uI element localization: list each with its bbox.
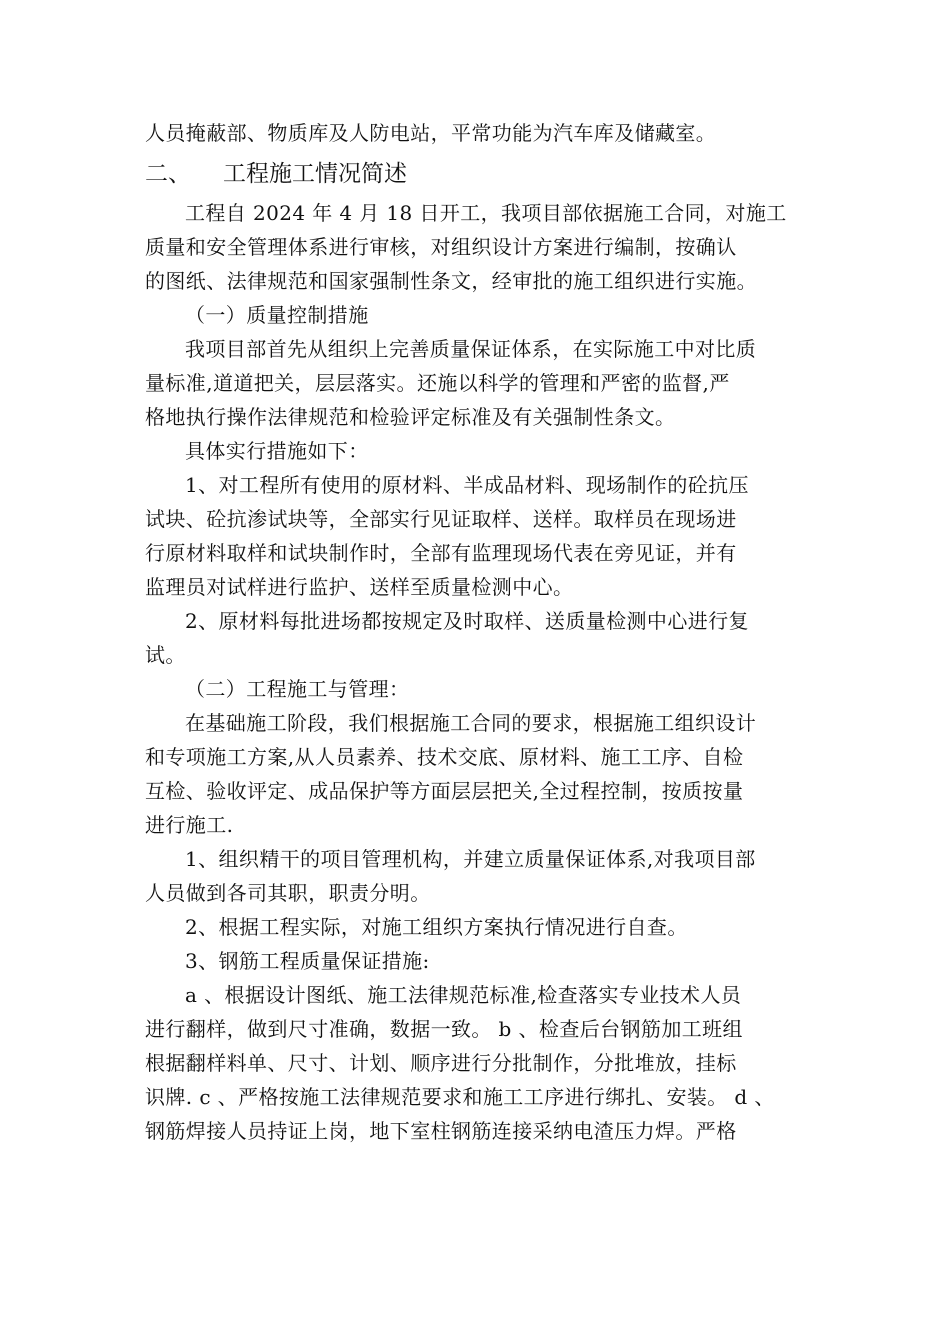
paragraph-rebar-measures <box>145 978 805 1148</box>
list-item-retest <box>145 604 805 672</box>
paragraph-line: 试块、砼抗渗试块等，全部实行见证取样、送样。取样员在现场进 <box>145 507 737 531</box>
paragraph-line: a 、根据设计图纸、施工法律规范标准,检查落实专业技术人员 <box>185 983 742 1007</box>
paragraph-line: 格地执行操作法律规范和检验评定标准及有关强制性条文。 <box>145 405 676 429</box>
paragraph-line: 在基础施工阶段，我们根据施工合同的要求，根据施工组织设计 <box>185 711 757 735</box>
paragraph-foundation-stage <box>145 706 805 842</box>
paragraph-overview <box>145 196 805 298</box>
paragraph-quality-system <box>145 332 805 434</box>
paragraph-line: 和专项施工方案,从人员素养、技术交底、原材料、施工工序、自检 <box>145 745 744 769</box>
paragraph-measures-intro: 具体实行措施如下： <box>185 439 369 463</box>
paragraph-line: 人员做到各司其职，职责分明。 <box>145 881 431 905</box>
section-title: 工程施工情况简述 <box>223 161 407 187</box>
document-page <box>145 116 805 1148</box>
section-number: 二、 <box>145 161 191 187</box>
section-heading <box>145 152 805 196</box>
paragraph-line: 进行施工. <box>145 813 234 837</box>
paragraph-line: 钢筋焊接人员持证上岗，地下室柱钢筋连接采纳电渣压力焊。严格 <box>145 1119 737 1143</box>
subsection-title-construction: （二）工程施工与管理： <box>185 677 410 701</box>
paragraph-line: 识牌. c 、严格按施工法律规范要求和施工工序进行绑扎、安装。 d 、 <box>145 1085 775 1109</box>
paragraph-line: 监理员对试样进行监护、送样至质量检测中心。 <box>145 575 574 599</box>
paragraph-line: 试。 <box>145 643 186 667</box>
list-item-self-check: 2、根据工程实际，对施工组织方案执行情况进行自查。 <box>185 915 688 939</box>
list-item-sampling <box>145 468 805 604</box>
paragraph-line: 行原材料取样和试块制作时，全部有监理现场代表在旁见证，并有 <box>145 541 737 565</box>
list-item-rebar-heading: 3、钢筋工程质量保证措施: <box>185 949 430 973</box>
paragraph-line: 的图纸、法律规范和国家强制性条文，经审批的施工组织进行实施。 <box>145 269 757 293</box>
subsection-title-quality: （一）质量控制措施 <box>185 303 369 327</box>
paragraph-line: 工程自 2024 年 4 月 18 日开工，我项目部依据施工合同，对施工 <box>185 201 787 225</box>
list-item-organization <box>145 842 805 910</box>
paragraph-line: 量标准,道道把关，层层落实。还施以科学的管理和严密的监督,严 <box>145 371 730 395</box>
paragraph-line: 根据翻样料单、尺寸、计划、顺序进行分批制作，分批堆放，挂标 <box>145 1051 737 1075</box>
paragraph-line: 2、原材料每批进场都按规定及时取样、送质量检测中心进行复 <box>185 609 749 633</box>
paragraph-line: 互检、验收评定、成品保护等方面层层把关,全过程控制，按质按量 <box>145 779 744 803</box>
intro-line: 人员掩蔽部、物质库及人防电站，平常功能为汽车库及储藏室。 <box>145 121 717 145</box>
paragraph-line: 我项目部首先从组织上完善质量保证体系，在实际施工中对比质 <box>185 337 757 361</box>
paragraph-line: 1、对工程所有使用的原材料、半成品材料、现场制作的砼抗压 <box>185 473 749 497</box>
paragraph-line: 1、组织精干的项目管理机构，并建立质量保证体系,对我项目部 <box>185 847 756 871</box>
paragraph-line: 进行翻样，做到尺寸准确，数据一致。 b 、检查后台钢筋加工班组 <box>145 1017 743 1041</box>
paragraph-line: 质量和安全管理体系进行审核，对组织设计方案进行编制，按确认 <box>145 235 737 259</box>
